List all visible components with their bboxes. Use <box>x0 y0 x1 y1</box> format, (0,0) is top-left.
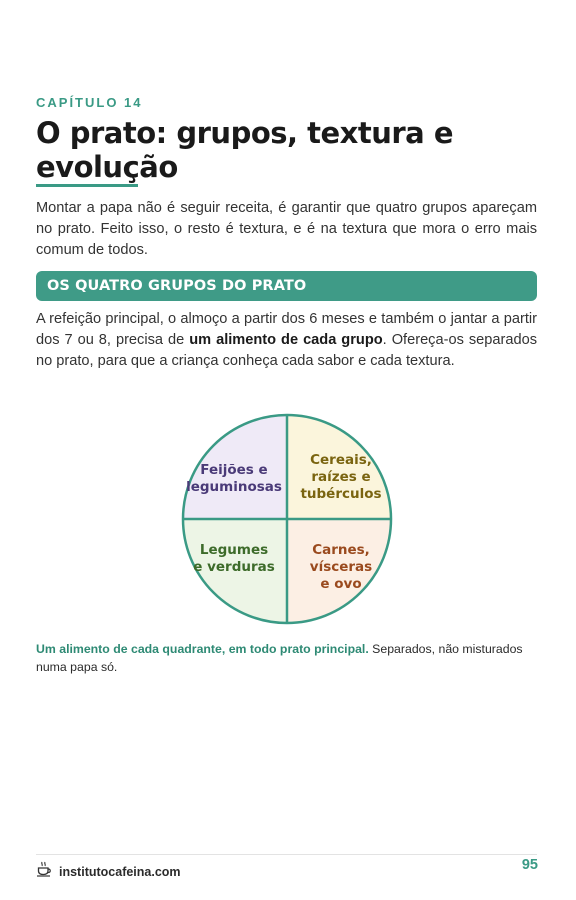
page-number: 95 <box>521 857 538 873</box>
plate-diagram <box>180 412 394 626</box>
paragraph-text-end: . Ofereça-os separados no prato, para que a criança conheça cada sabor e cada textura. <box>36 332 538 369</box>
paragraph-text-start: A refeição principal, o almoço a partir dos 6 meses e também o jantar a partir dos 7 ou 8, precisa de <box>36 311 537 348</box>
coffee-cup-icon <box>36 861 53 882</box>
paragraph-emphasis: um alimento de cada grupo <box>189 332 383 348</box>
quadrant-cereals-label: Cereais, raízes e tubérculos <box>300 452 382 502</box>
footer-brand <box>36 861 181 882</box>
intro-paragraph: Montar a papa não é seguir receita, é garantir que quatro grupos apareçam no prato. Feito isso, o resto é textura, e é na textura que mora o erro mais comum de todos. <box>36 200 537 258</box>
section-header <box>36 271 537 301</box>
section-title: OS QUATRO GRUPOS DO PRATO <box>47 278 307 294</box>
caption-text: Separados, não misturados numa papa só. <box>36 642 523 674</box>
footer-divider <box>36 854 537 855</box>
quadrant-legumes-label: Feijões e leguminosas <box>186 462 282 495</box>
footer-website-link[interactable]: institutocafeina.com <box>59 864 181 879</box>
quadrant-meats-label: Carnes, vísceras e ovo <box>309 542 373 592</box>
caption-emphasis: Um alimento de cada quadrante, em todo prato principal. <box>36 642 369 656</box>
body-paragraph <box>36 309 537 372</box>
quadrant-vegetables-label: Legumes e verduras <box>193 542 275 575</box>
figure-caption <box>36 640 541 676</box>
chapter-label: CAPÍTULO 14 <box>36 95 143 110</box>
page-title: O prato: grupos, textura e evolução <box>36 116 454 184</box>
plate-graphic <box>180 412 394 626</box>
title-underline <box>36 184 138 187</box>
